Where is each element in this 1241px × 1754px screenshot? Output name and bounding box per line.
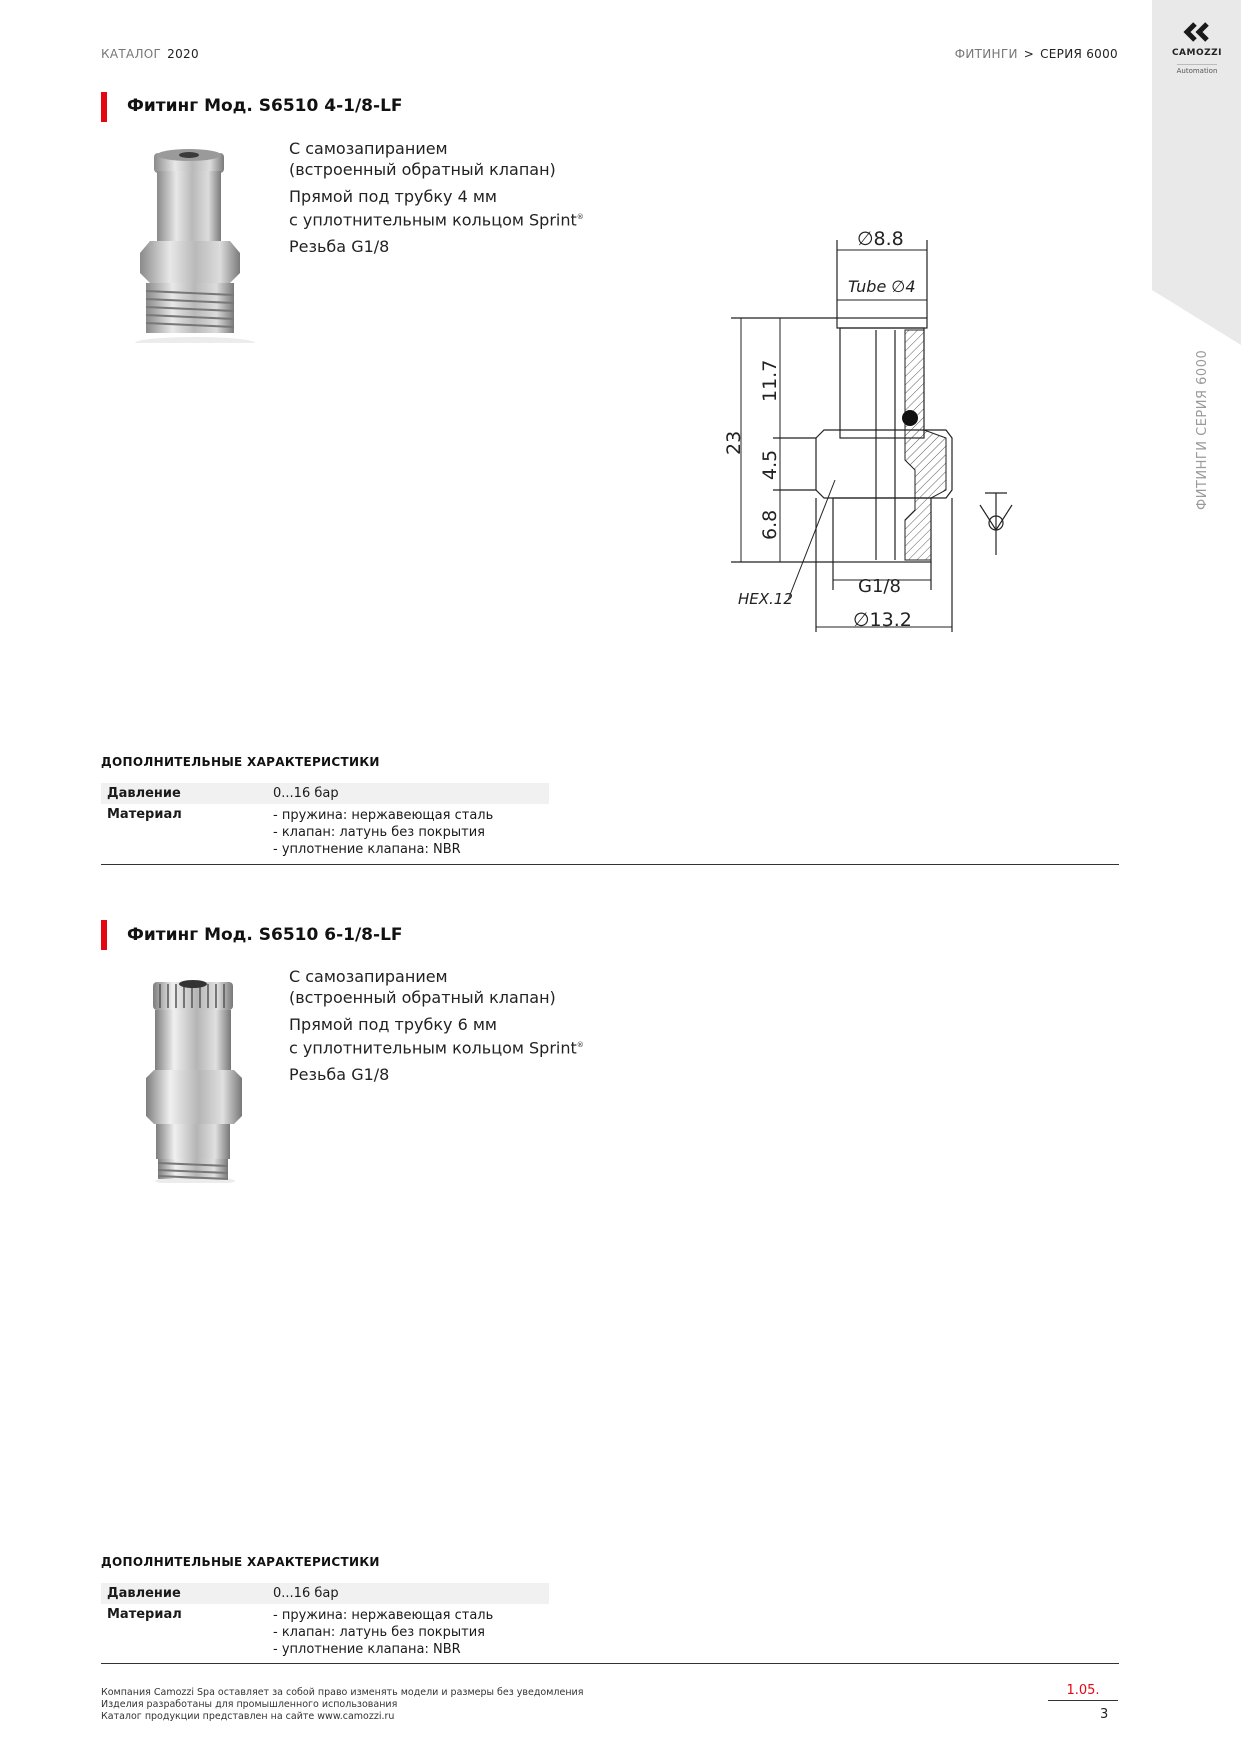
desc-sprint-seal: с уплотнительным кольцом Sprint — [289, 210, 577, 230]
dim-tube: Tube ∅4 — [848, 277, 916, 296]
dim-lower: 6.8 — [759, 509, 781, 540]
side-tab-label: ФИТИНГИ СЕРИЯ 6000 — [1195, 349, 1210, 510]
product-photo-s6510-4 — [130, 143, 260, 343]
pressure-label: Давление — [101, 1583, 267, 1604]
registered-mark: ® — [576, 213, 584, 221]
desc-self-locking: С самозапиранием — [289, 967, 448, 986]
dim-mid: 4.5 — [759, 449, 781, 480]
material-valve: - клапан: латунь без покрытия — [273, 825, 485, 840]
pressure-value: 0...16 бар — [267, 1583, 549, 1604]
desc-line — [289, 966, 584, 1008]
material-values — [267, 1604, 549, 1661]
material-seal: - уплотнение клапана: NBR — [273, 1642, 461, 1657]
table-row — [101, 1583, 1119, 1604]
section-title: Фитинг Мод. S6510 6-1/8-LF — [127, 925, 403, 945]
characteristics-table — [101, 1583, 1119, 1661]
brand-logo — [1157, 22, 1237, 77]
table-spacer — [549, 1583, 1119, 1604]
material-valve: - клапан: латунь без покрытия — [273, 1625, 485, 1640]
product-photo-s6510-6 — [140, 978, 250, 1183]
catalog-year: 2020 — [167, 47, 199, 61]
dim-dia-bottom: ∅13.2 — [853, 609, 912, 631]
catalog-label — [101, 47, 199, 61]
footer-line: Изделия разработаны для промышленного использования — [101, 1699, 398, 1710]
technical-drawing — [720, 215, 1020, 635]
breadcrumb-parent[interactable]: ФИТИНГИ — [954, 47, 1018, 61]
table-spacer — [549, 783, 1119, 804]
material-label: Материал — [107, 807, 182, 822]
section-description — [289, 138, 584, 263]
desc-check-valve: (встроенный обратный клапан) — [289, 160, 556, 179]
footer-disclaimer — [101, 1687, 583, 1723]
breadcrumb-separator: > — [1023, 47, 1035, 61]
section-marker — [101, 920, 107, 950]
brand-name: CAMOZZI — [1171, 48, 1223, 58]
desc-line — [289, 186, 584, 230]
catalog-text: КАТАЛОГ — [101, 47, 162, 61]
desc-tube-size: Прямой под трубку 6 мм — [289, 1015, 497, 1034]
material-spring: - пружина: нержавеющая сталь — [273, 1608, 494, 1623]
footer-line: Компания Camozzi Spa оставляет за собой право изменять модели и размеры без уведомления — [101, 1687, 584, 1698]
dim-total: 23 — [723, 430, 745, 455]
desc-line — [289, 1064, 584, 1085]
breadcrumb — [955, 47, 1118, 61]
breadcrumb-current: СЕРИЯ 6000 — [1040, 47, 1118, 61]
desc-thread: Резьба G1/8 — [289, 1065, 390, 1085]
desc-line — [289, 138, 584, 180]
page-code: 1.05. — [1048, 1683, 1118, 1701]
section-marker — [101, 92, 107, 122]
desc-self-locking: С самозапиранием — [289, 139, 448, 158]
pressure-label: Давление — [101, 783, 267, 804]
dim-dia-top: ∅8.8 — [857, 228, 904, 250]
material-label: Материал — [107, 1607, 182, 1622]
brand-tagline: Automation — [1177, 64, 1218, 75]
divider — [101, 1663, 1119, 1664]
table-row — [101, 1604, 1119, 1661]
camozzi-logo-icon — [1182, 22, 1212, 42]
table-row — [101, 804, 1119, 861]
page-number: 3 — [1100, 1707, 1109, 1722]
dim-upper: 11.7 — [759, 359, 781, 402]
material-seal: - уплотнение клапана: NBR — [273, 842, 461, 857]
table-spacer — [549, 804, 1119, 861]
characteristics-title: ДОПОЛНИТЕЛЬНЫЕ ХАРАКТЕРИСТИКИ — [101, 755, 380, 769]
material-values — [267, 804, 549, 861]
characteristics-table — [101, 783, 1119, 861]
divider — [101, 864, 1119, 865]
desc-thread: Резьба G1/8 — [289, 237, 390, 257]
characteristics-title: ДОПОЛНИТЕЛЬНЫЕ ХАРАКТЕРИСТИКИ — [101, 1555, 380, 1569]
desc-line — [289, 236, 584, 257]
dim-thread: G1/8 — [858, 576, 901, 597]
section-description — [289, 966, 584, 1091]
dim-hex: HEX.12 — [738, 590, 793, 608]
desc-tube-size: Прямой под трубку 4 мм — [289, 187, 497, 206]
registered-mark: ® — [576, 1041, 584, 1049]
desc-sprint-seal: с уплотнительным кольцом Sprint — [289, 1038, 577, 1058]
footer-line: Каталог продукции представлен на сайте www.camozzi.ru — [101, 1711, 395, 1722]
table-spacer — [549, 1604, 1119, 1661]
pressure-value: 0...16 бар — [267, 783, 549, 804]
desc-line — [289, 1014, 584, 1058]
desc-check-valve: (встроенный обратный клапан) — [289, 988, 556, 1007]
section-title: Фитинг Мод. S6510 4-1/8-LF — [127, 96, 403, 116]
table-row — [101, 783, 1119, 804]
material-spring: - пружина: нержавеющая сталь — [273, 808, 494, 823]
